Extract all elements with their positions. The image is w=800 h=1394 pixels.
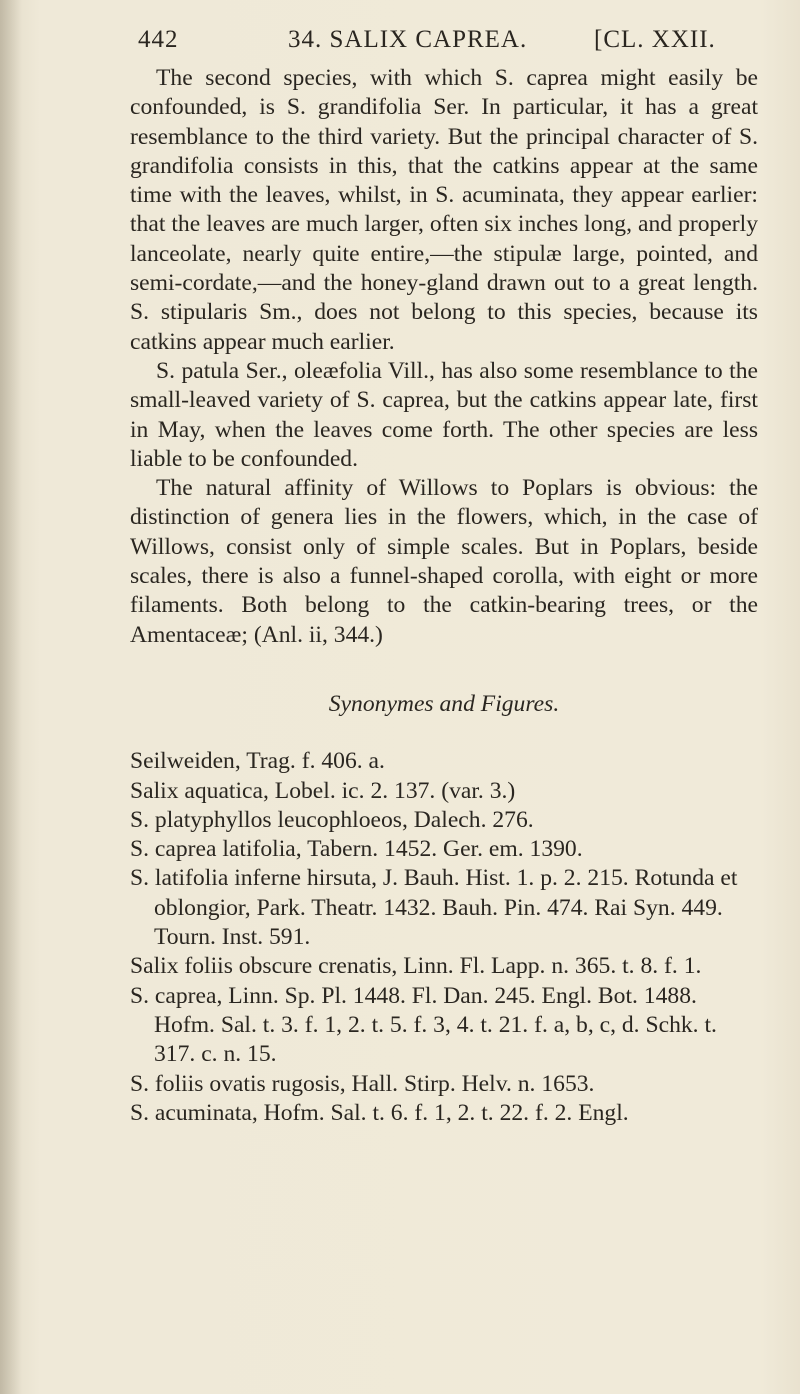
page-number: 442 <box>138 26 179 53</box>
synonym-entry: S. platyphyllos leucophloeos, Dalech. 276. <box>130 806 534 833</box>
synonym-entry: S. foliis ovatis rugosis, Hall. Stirp. Helv. n. 1653. <box>130 1070 595 1097</box>
binding-shadow <box>0 0 22 1394</box>
synonym-entry: S. caprea, Linn. Sp. Pl. 1448. Fl. Dan. 245. Engl. Bot. 1488. Hofm. Sal. t. 3. f. 1, 2. t. 5. f. 3, 4. t. 21. f. a, b, c, d. Schk. t. 317. c. n. 15. <box>130 982 717 1068</box>
synonym-entry: Seilweiden, Trag. f. 406. a. <box>130 748 385 775</box>
synonym-entry: Salix foliis obscure crenatis, Linn. Fl. Lapp. n. 365. t. 8. f. 1. <box>130 953 702 980</box>
synonym-entry: Salix aquatica, Lobel. ic. 2. 137. (var. 3.) <box>130 777 516 804</box>
synonym-entry: S. caprea latifolia, Tabern. 1452. Ger. em. 1390. <box>130 836 583 863</box>
synonyms-heading: Synonymes and Figures. <box>328 690 560 717</box>
running-header <box>138 26 758 60</box>
synonyms-list <box>130 747 758 1128</box>
page-body <box>130 64 758 1128</box>
running-title: 34. SALIX CAPREA. <box>288 26 528 53</box>
paragraph-affinity: The natural affinity of Willows to Poplars is obvious: the distinction of genera lies in the flowers, which, in the case of Willows, consist only of simple scales. But in Poplars, beside scales, there is also a funnel-shaped corolla, with eight or more filaments. Both belong to the catkin-bearing trees, or the Amentaceæ; (Anl. ii, 344.) <box>130 475 758 648</box>
paragraph-patula: S. patula Ser., oleæfolia Vill., has also some resemblance to the small-leaved variety of S. caprea, but the catkins appear late, first in May, when the leaves come forth. The other species are less liable to be confounded. <box>130 357 758 472</box>
synonym-entry: S. latifolia inferne hirsuta, J. Bauh. Hist. 1. p. 2. 215. Rotunda et oblongior, Park. Theatr. 1432. Bauh. Pin. 474. Rai Syn. 449. Tourn. Inst. 591. <box>130 865 738 951</box>
paragraph-grandifolia: The second species, with which S. caprea might easily be confounded, is S. grandifolia Ser. In particular, it has a great resemblance to the third variety. But the principal character of S. grandifolia consists in this, that the catkins appear at the same time with the leaves, whilst, in S. acuminata, they appear earlier: that the leaves are much larger, often six inches long, and properly lanceolate, nearly quite entire,—the stipulæ large, pointed, and semi-cordate,—and the honey-gland drawn out to a great length. S. stipularis Sm., does not belong to this species, because its catkins appear much earlier. <box>130 65 758 355</box>
synonym-entry: S. acuminata, Hofm. Sal. t. 6. f. 1, 2. t. 22. f. 2. Engl. <box>130 1099 629 1126</box>
class-label: [CL. XXII. <box>594 26 716 53</box>
